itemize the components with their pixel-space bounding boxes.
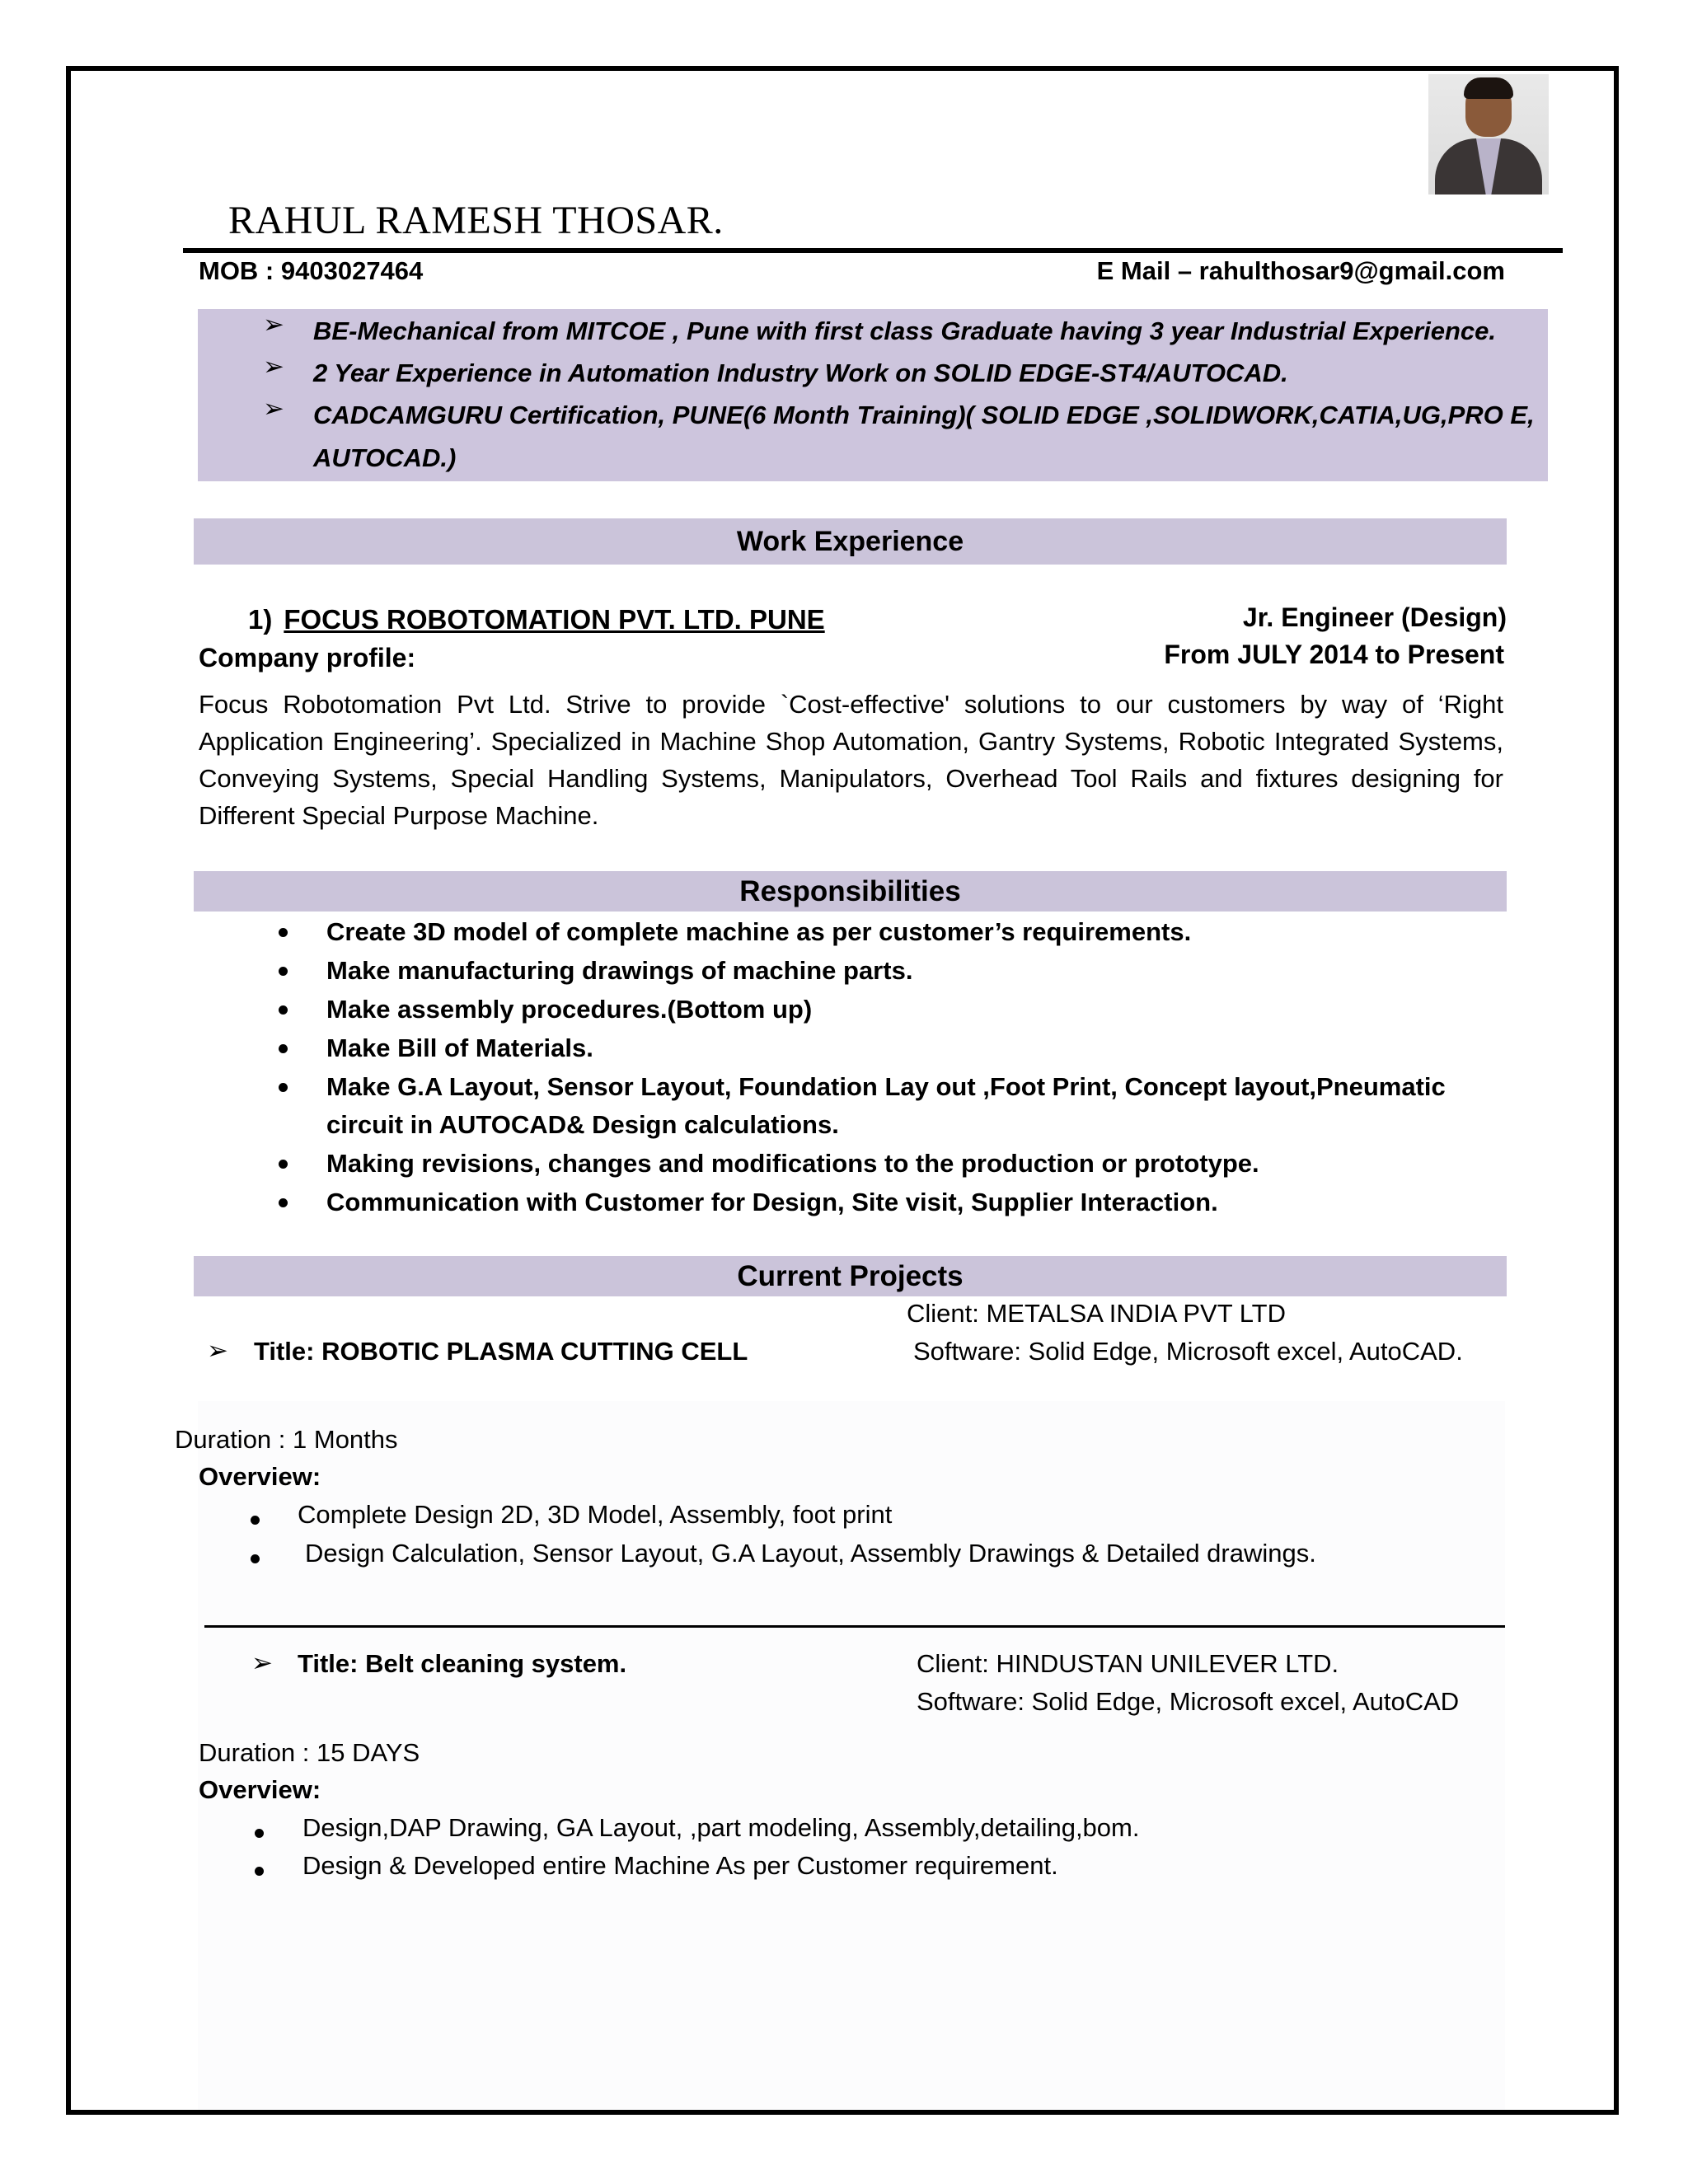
- project-software: Software: Solid Edge, Microsoft excel, AutoCAD.: [913, 1337, 1463, 1366]
- section-heading-current-projects: Current Projects: [194, 1256, 1507, 1296]
- project-duration: Duration : 1 Months: [175, 1425, 398, 1454]
- project-software: Software: Solid Edge, Microsoft excel, AutoCAD: [917, 1687, 1460, 1716]
- project-overview-label: Overview:: [199, 1775, 321, 1804]
- company-profile-label: Company profile:: [199, 643, 416, 673]
- arrow-bullet-icon: ➢: [251, 1648, 273, 1677]
- project-title: Title: ROBOTIC PLASMA CUTTING CELL: [254, 1337, 748, 1366]
- project-client: Client: HINDUSTAN UNILEVER LTD.: [917, 1649, 1339, 1678]
- list-item: Making revisions, changes and modifications to the production or prototype.: [272, 1145, 1525, 1183]
- job-period: From JULY 2014 to Present: [1164, 640, 1504, 669]
- list-item: Create 3D model of complete machine as per customer’s requirements.: [272, 913, 1525, 951]
- company-number: 1): [248, 604, 273, 635]
- list-item: Design & Developed entire Machine As per Customer requirement.: [255, 1851, 1058, 1881]
- company-heading: [248, 604, 825, 635]
- list-item: Make assembly procedures.(Bottom up): [272, 991, 1525, 1029]
- section-heading-responsibilities: Responsibilities: [194, 871, 1507, 912]
- candidate-name: RAHUL RAMESH THOSAR.: [228, 199, 724, 242]
- project-divider: [204, 1625, 1505, 1628]
- list-item: Complete Design 2D, 3D Model, Assembly, foot print: [251, 1500, 892, 1530]
- summary-box: ➢ BE-Mechanical from MITCOE , Pune with first class Graduate having 3 year Industrial Experience. ➢ 2 Year Experience in Automation Industry Work on SOLID EDGE-ST4/AUTOCAD. ➢ CADCAMGURU Certification, PUNE(6 Month Training)( SOLID EDGE ,SOLIDWORK,CATIA,UG,PRO E, AUTOCAD.): [198, 309, 1548, 481]
- project-duration: Duration : 15 DAYS: [199, 1738, 420, 1767]
- arrow-bullet-icon: ➢: [263, 310, 284, 339]
- list-item: Design Calculation, Sensor Layout, G.A Layout, Assembly Drawings & Detailed drawings.: [251, 1539, 1316, 1568]
- responsibilities-list: [272, 913, 1525, 1222]
- project-overview-label: Overview:: [199, 1462, 321, 1491]
- list-item: Make Bill of Materials.: [272, 1029, 1525, 1067]
- profile-photo: [1428, 74, 1549, 194]
- email-address: E Mail – rahulthosar9@gmail.com: [1096, 256, 1505, 285]
- mobile-number: MOB : 9403027464: [199, 256, 424, 285]
- job-role: Jr. Engineer (Design): [1242, 602, 1507, 632]
- list-item: Make manufacturing drawings of machine parts.: [272, 952, 1525, 990]
- company-profile-text: Focus Robotomation Pvt Ltd. Strive to provide `Cost-effective' solutions to our customers by way of ‘Right Application Engineering’. Specialized in Machine Shop Automation, Gantry Systems, Robotic Integrated Systems, Conveying Systems, Special Handling Systems, Manipulators, Overhead Tool Rails and fixtures designing for Different Special Purpose Machine.: [199, 690, 1503, 830]
- company-name: FOCUS ROBOTOMATION PVT. LTD. PUNE: [284, 604, 825, 635]
- arrow-bullet-icon: ➢: [263, 394, 284, 423]
- project-title: Title: Belt cleaning system.: [298, 1649, 627, 1678]
- list-item: Communication with Customer for Design, Site visit, Supplier Interaction.: [272, 1183, 1525, 1221]
- header-divider: [183, 248, 1563, 253]
- arrow-bullet-icon: ➢: [207, 1336, 228, 1365]
- list-item: Make G.A Layout, Sensor Layout, Foundation Lay out ,Foot Print, Concept layout,Pneumatic circuit in AUTOCAD& Design calculations.: [272, 1068, 1525, 1144]
- arrow-bullet-icon: ➢: [263, 352, 284, 381]
- list-item: Design,DAP Drawing, GA Layout, ,part modeling, Assembly,detailing,bom.: [255, 1813, 1139, 1843]
- section-heading-work-experience: Work Experience: [194, 518, 1507, 565]
- project-client: Client: METALSA INDIA PVT LTD: [907, 1299, 1286, 1328]
